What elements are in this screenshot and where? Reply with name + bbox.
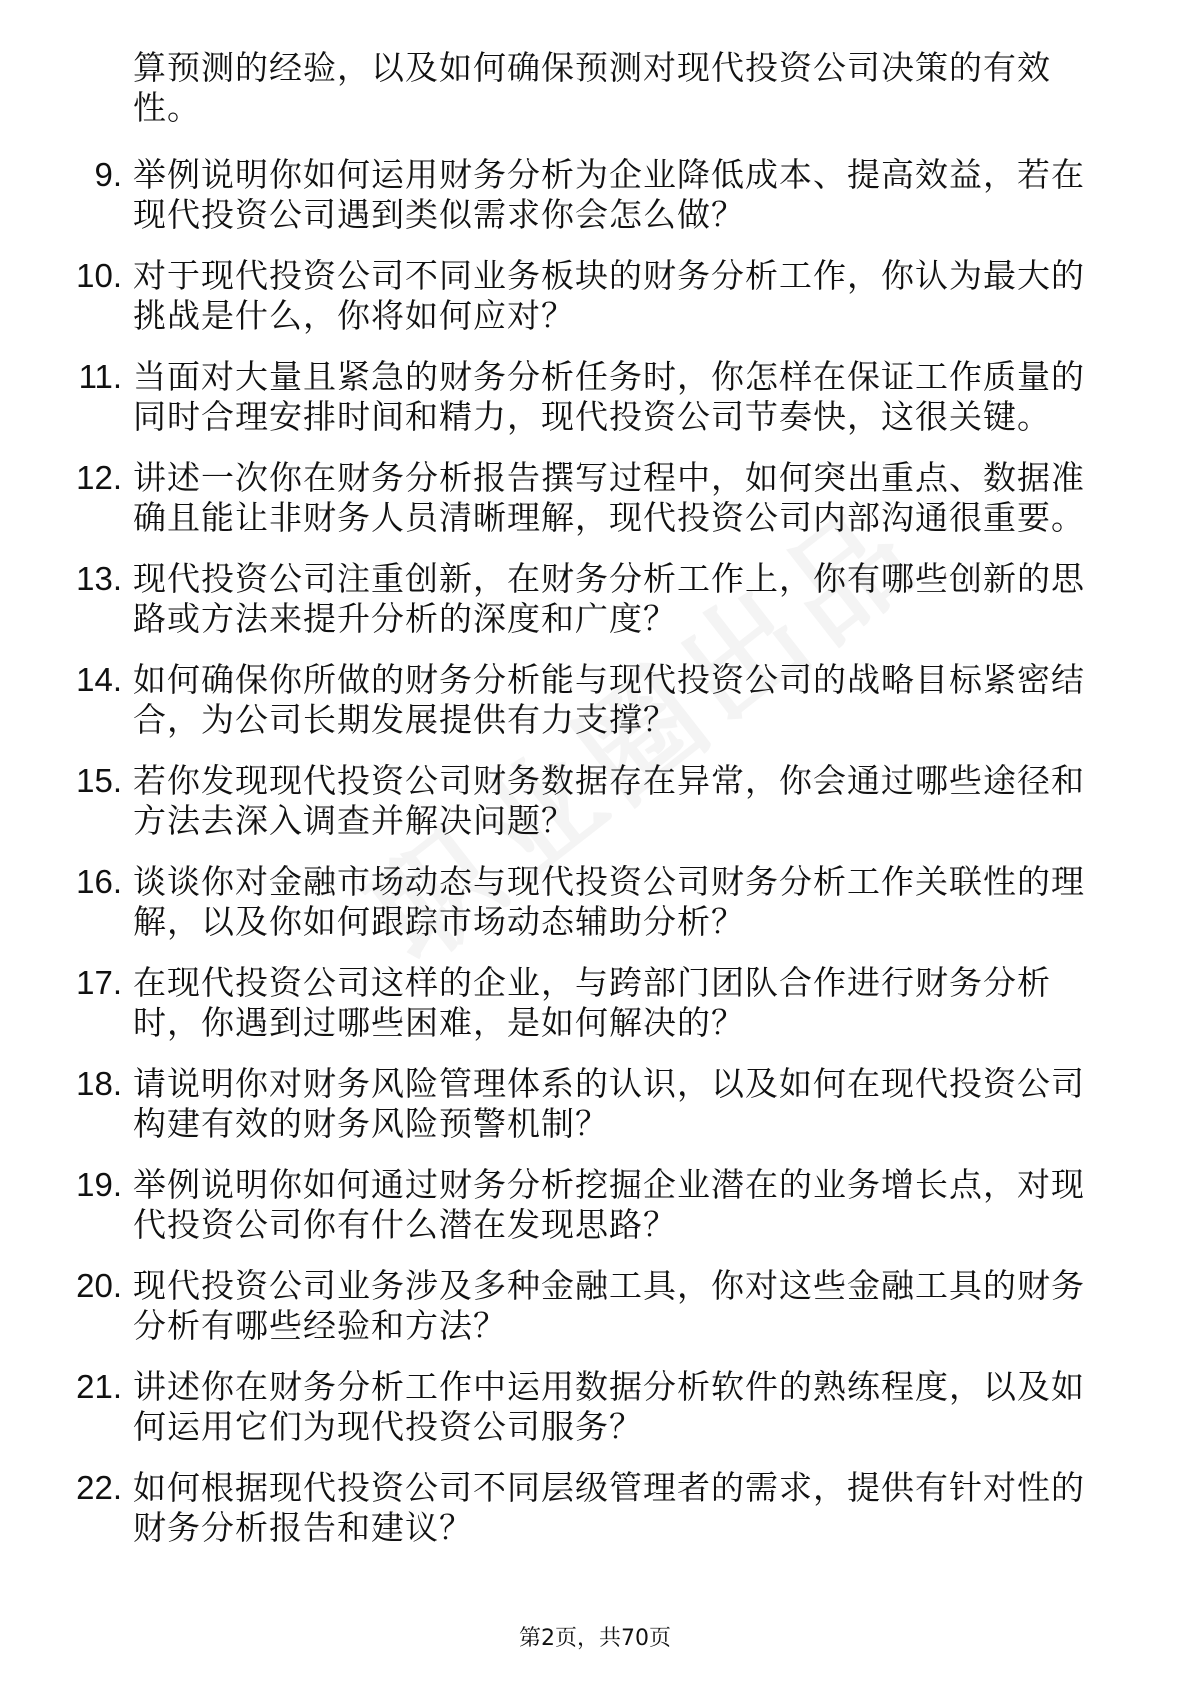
- continuation-text: 算预测的经验，以及如何确保预测对现代投资公司决策的有效性。: [133, 48, 1051, 127]
- question-text: 对于现代投资公司不同业务板块的财务分析工作，你认为最大的挑战是什么，你将如何应对？: [133, 256, 1085, 335]
- question-item-22: [50, 1468, 1130, 1569]
- question-item-15: [50, 761, 1130, 862]
- question-number: 19.: [76, 1166, 122, 1203]
- question-number: 9.: [94, 156, 122, 193]
- question-text: 如何确保你所做的财务分析能与现代投资公司的战略目标紧密结合，为公司长期发展提供有力支撑？: [133, 660, 1085, 739]
- question-number: 14.: [76, 661, 122, 698]
- question-text: 谈谈你对金融市场动态与现代投资公司财务分析工作关联性的理解，以及你如何跟踪市场动态辅助分析？: [133, 862, 1085, 941]
- question-item-10: [50, 256, 1130, 357]
- question-item-21: [50, 1367, 1130, 1468]
- question-number: 15.: [76, 762, 122, 799]
- question-number: 12.: [76, 459, 122, 496]
- question-number: 22.: [76, 1469, 122, 1506]
- question-text: 讲述你在财务分析工作中运用数据分析软件的熟练程度，以及如何运用它们为现代投资公司服务？: [133, 1367, 1085, 1446]
- question-text: 现代投资公司业务涉及多种金融工具，你对这些金融工具的财务分析有哪些经验和方法？: [133, 1266, 1085, 1345]
- question-item-11: [50, 357, 1130, 458]
- question-text: 若你发现现代投资公司财务数据存在异常，你会通过哪些途径和方法去深入调查并解决问题？: [133, 761, 1085, 840]
- page-footer: 第2页，共70页: [519, 1626, 671, 1651]
- question-text: 举例说明你如何通过财务分析挖掘企业潜在的业务增长点，对现代投资公司你有什么潜在发现思路？: [133, 1165, 1085, 1244]
- question-item-20: [50, 1266, 1130, 1367]
- question-text: 请说明你对财务风险管理体系的认识，以及如何在现代投资公司构建有效的财务风险预警机制？: [133, 1064, 1085, 1143]
- question-item-9: [50, 155, 1130, 256]
- question-text: 讲述一次你在财务分析报告撰写过程中，如何突出重点、数据准确且能让非财务人员清晰理解，现代投资公司内部沟通很重要。: [133, 458, 1085, 537]
- question-number: 16.: [76, 863, 122, 900]
- question-number: 20.: [76, 1267, 122, 1304]
- question-number: 13.: [76, 560, 122, 597]
- question-item-17: [50, 963, 1130, 1064]
- question-number: 17.: [76, 964, 122, 1001]
- question-list: [50, 155, 1130, 1569]
- question-text: 如何根据现代投资公司不同层级管理者的需求，提供有针对性的财务分析报告和建议？: [133, 1468, 1085, 1547]
- question-text: 举例说明你如何运用财务分析为企业降低成本、提高效益，若在现代投资公司遇到类似需求你会怎么做？: [133, 155, 1085, 234]
- question-item-12: [50, 458, 1130, 559]
- question-text: 在现代投资公司这样的企业，与跨部门团队合作进行财务分析时，你遇到过哪些困难，是如何解决的？: [133, 963, 1051, 1042]
- question-item-16: [50, 862, 1130, 963]
- question-number: 18.: [76, 1065, 122, 1102]
- question-number: 10.: [76, 257, 122, 294]
- question-number: 21.: [76, 1368, 122, 1405]
- question-item-13: [50, 559, 1130, 660]
- question-text: 当面对大量且紧急的财务分析任务时，你怎样在保证工作质量的同时合理安排时间和精力，现代投资公司节奏快，这很关键。: [133, 357, 1085, 436]
- question-item-14: [50, 660, 1130, 761]
- question-item-19: [50, 1165, 1130, 1266]
- question-item-18: [50, 1064, 1130, 1165]
- question-text: 现代投资公司注重创新，在财务分析工作上，你有哪些创新的思路或方法来提升分析的深度和广度？: [133, 559, 1085, 638]
- question-number: 11.: [78, 358, 122, 395]
